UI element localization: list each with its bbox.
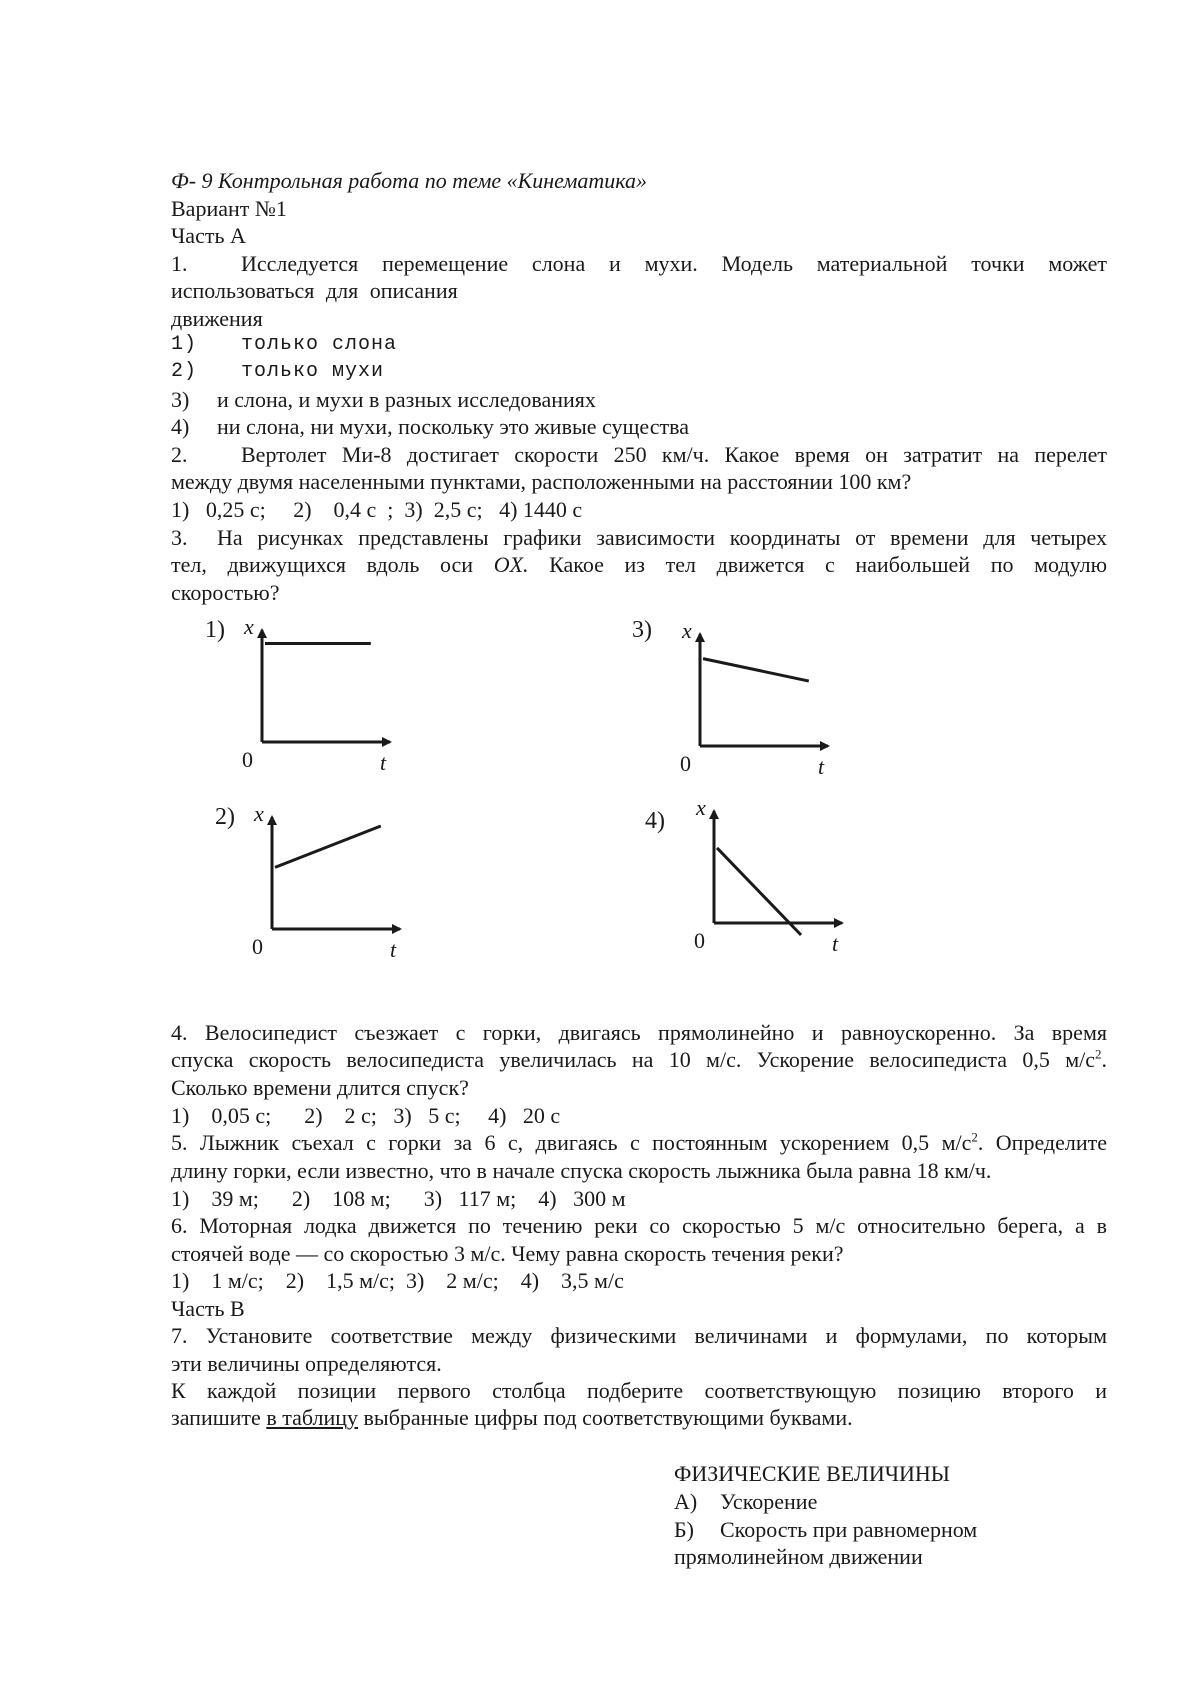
part-a-heading: Часть А — [171, 223, 246, 248]
q6-line2: стоячей воде — со скоростью 3 м/с. Чему равна скорость течения реки? — [171, 1241, 844, 1266]
graph-4-t-label: t — [832, 931, 839, 956]
quantity-b-continued: прямолинейном движении — [674, 1544, 923, 1569]
graph-3-origin: 0 — [680, 751, 691, 776]
graph-3-x-label: x — [682, 618, 692, 643]
graph-2-origin: 0 — [252, 934, 263, 959]
variant-label: Вариант №1 — [171, 196, 287, 221]
q2-answers: 1) 0,25 с; 2) 0,4 с ; 3) 2,5 с; 4) 1440 с — [171, 497, 583, 522]
quantity-a: А) Ускорение — [674, 1489, 818, 1514]
q5-answers: 1) 39 м; 2) 108 м; 3) 117 м; 4) 300 м — [171, 1186, 626, 1211]
q4-answers: 1) 0,05 с; 2) 2 с; 3) 5 с; 4) 20 с — [171, 1103, 561, 1128]
q6-line1: 6. Моторная лодка движется по течению реки со скоростью 5 м/с относительно берега, а в — [171, 1213, 1107, 1238]
document-title: Ф- 9 Контрольная работа по теме «Кинематика» — [171, 168, 648, 193]
graph-1-origin: 0 — [242, 747, 253, 772]
quantities-heading: ФИЗИЧЕСКИЕ ВЕЛИЧИНЫ — [674, 1461, 950, 1486]
graph-4-x-label: x — [696, 795, 706, 820]
q7-line4: запишите в таблицу выбранные цифры под соответствующими буквами. — [171, 1405, 853, 1430]
table-reference: в таблицу — [266, 1405, 359, 1430]
q4-line3: Сколько времени длится спуск? — [171, 1075, 469, 1100]
q2-line1: 2. Вертолет Ми-8 достигает скорости 250 км/ч. Какое время он затратит на перелет — [171, 442, 1107, 467]
graph-1-t-label: t — [380, 750, 387, 775]
q3-number: 3. — [171, 525, 188, 550]
graph-1-x-label: x — [244, 614, 254, 639]
graph-4-origin: 0 — [694, 928, 705, 953]
q1-number: 1. — [171, 251, 188, 276]
q5-line1: 5. Лыжник съехал с горки за 6 с, двигаясь с постоянным ускорением 0,5 $м/с^2$. Определите — [171, 1129, 1108, 1155]
q1-option-1: 1) только слона — [171, 333, 398, 356]
q1-text1: Исследуется перемещение слона и мухи. Модель материальной точки может — [241, 251, 1107, 276]
q7-line3: К каждой позиции первого столбца подберите соответствующую позицию второго и — [171, 1378, 1107, 1403]
graph-1-label: 1) — [205, 617, 225, 643]
graph-2-x-label: x — [254, 801, 264, 826]
q7-line2: эти величины определяются. — [171, 1351, 442, 1376]
part-b-heading: Часть В — [171, 1296, 245, 1321]
q4-line1: 4. Велосипедист съезжает с горки, двигаясь прямолинейно и равноускоренно. За время — [171, 1020, 1107, 1045]
q6-answers: 1) 1 м/с; 2) 1,5 м/с; 3) 2 м/с; 4) 3,5 м/с — [171, 1268, 624, 1293]
q1-option-4: 4) ни слона, ни мухи, поскольку это живые существа — [171, 414, 689, 439]
graph-4-label: 4) — [645, 808, 665, 834]
q3-line3: скоростью? — [171, 580, 280, 605]
q1-line3: движения — [171, 306, 263, 331]
q7-line1: 7. Установите соответствие между физическими величинами и формулами, по которым — [171, 1323, 1107, 1348]
graph-3-plot-line — [703, 659, 809, 681]
graph-2-t-label: t — [390, 937, 397, 962]
q2-line2: между двумя населенными пунктами, расположенными на расстоянии 100 км? — [171, 469, 912, 494]
q5-line2: длину горки, если известно, что в начале спуска скорость лыжника была равна 18 км/ч. — [171, 1158, 992, 1183]
q1-option-2: 2) только мухи — [171, 360, 385, 383]
graph-2-plot-line — [275, 826, 381, 867]
q3-line2: тел, движущихся вдоль оси OX. Какое из тел движется с наибольшей по модулю — [171, 552, 1108, 577]
q1-line2: использоваться для описания — [171, 278, 458, 303]
graph-3-label: 3) — [632, 617, 652, 643]
q3-line1: 3. На рисунках представлены графики зависимости координаты от времени для четырех — [171, 525, 1107, 550]
quantity-b: Б) Скорость при равномерном — [674, 1517, 978, 1542]
q2-number: 2. — [171, 442, 188, 467]
graph-3-t-label: t — [818, 754, 825, 779]
graph-2-label: 2) — [215, 804, 235, 830]
q4-line2: спуска скорость велосипедиста увеличилась на 10 м/с. Ускорение велосипедиста 0,5 $м/с^2$. — [171, 1046, 1107, 1072]
axis-ox: OX. — [493, 552, 529, 577]
q1-option-3: 3) и слона, и мухи в разных исследованиях — [171, 387, 596, 412]
